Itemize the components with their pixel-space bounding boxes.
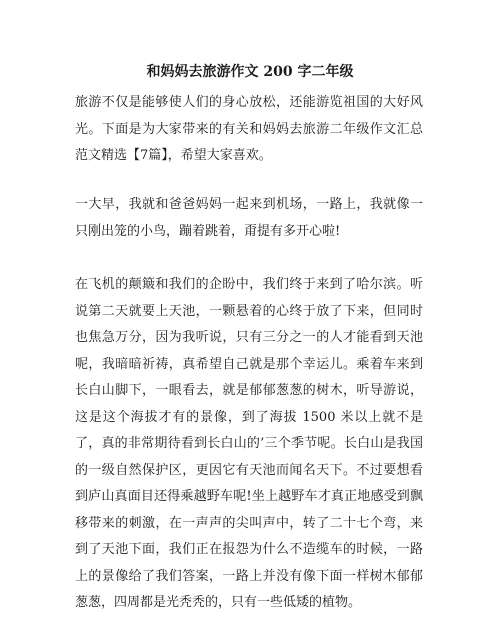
intro-paragraph: 旅游不仅是能够使人们的身心放松，还能游览祖国的大好风光。下面是为大家带来的有关和妈妈去旅游二年级作文汇总范文精选【7篇】，希望大家喜欢。 bbox=[75, 95, 423, 163]
essay-paragraph-2: 在飞机的颠簸和我们的企盼中，我们终于来到了哈尔滨。听说第二天就要上天池，一颗悬着的心终于放了下来，但同时也焦急万分，因为我听说，只有三分之一的人才能看到天池呢，我暗暗祈祷，真希望自己就是那个幸运儿。乘着车来到长白山脚下，一眼看去，就是郁郁葱葱的树木，听导游说，这是这个海拔才有的景像，到了海拔 1500 米以上就不是了，真的非常期待看到长白山的’三个季节呢。长白山是我国的一级自然保护区，更因它有天池而闻名天下。不过要想看到庐山真面目还得乘越野车呢!坐上越野车才真正地感受到飘移带来的刺激，在一声声的尖叫声中，转了二十七个弯，来到了天池下面，我们正在报怨为什么不造缆车的时候，一路上的景像给了我们答案，一路上并没有像下面一样树木郁郁葱葱，四周都是光秃秃的，只有一些低矮的植物。 bbox=[75, 277, 423, 610]
document-title: 和妈妈去旅游作文 200 字二年级 bbox=[146, 64, 354, 80]
essay-paragraph-1: 一大早，我就和爸爸妈妈一起来到机场，一路上，我就像一只刚出笼的小鸟，蹦着跳着，甭提有多开心啦! bbox=[75, 197, 423, 239]
